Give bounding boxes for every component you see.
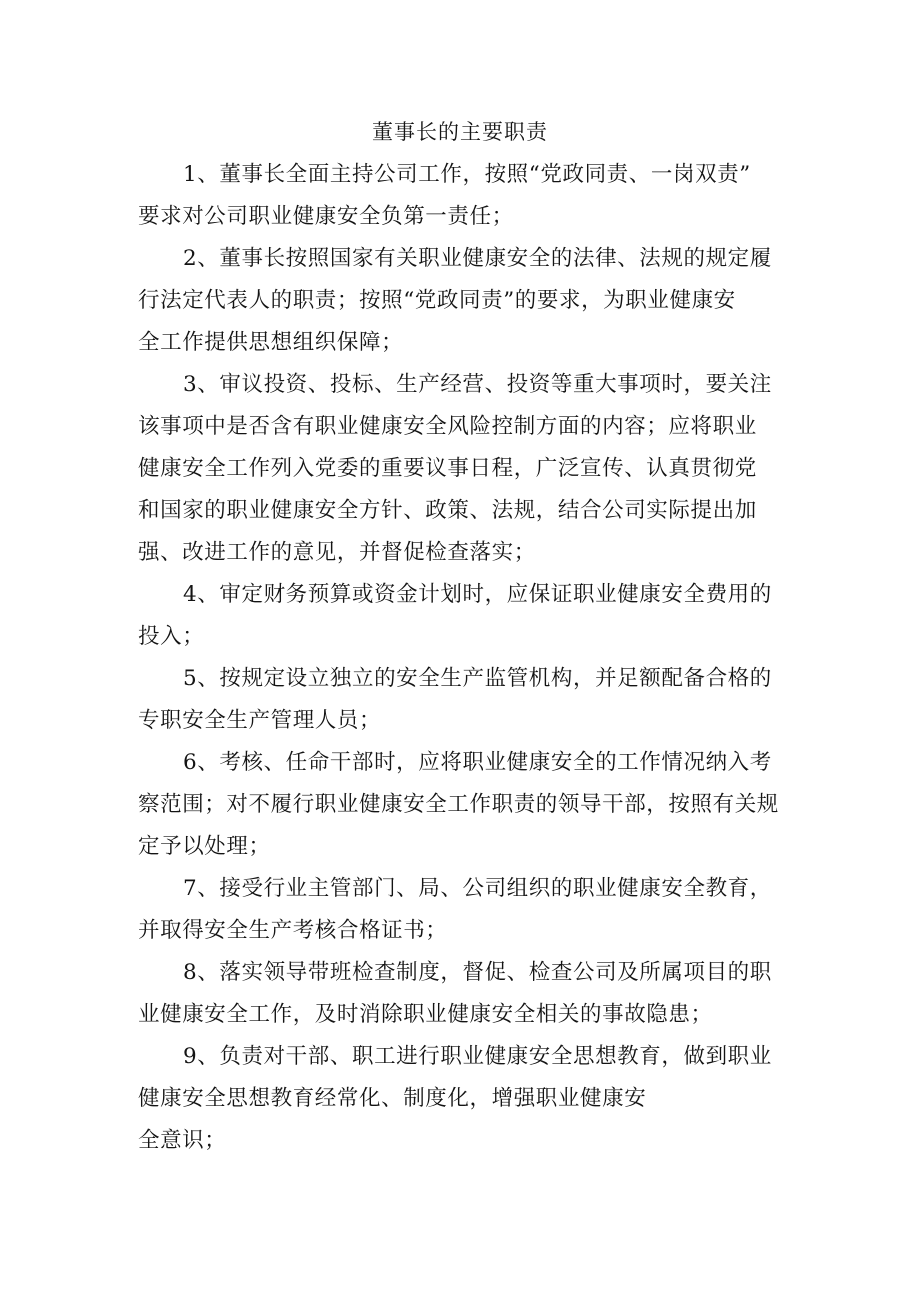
text-line: 定予以处理；: [138, 834, 271, 859]
text-line: 5、按规定设立独立的安全生产监管机构，并足额配备合格的: [183, 666, 772, 691]
text-line: 3、审议投资、投标、生产经营、投资等重大事项时，要关注: [183, 372, 772, 397]
text-line: 察范围；对不履行职业健康安全工作职责的领导干部，按照有关规: [138, 792, 779, 817]
text-line: 1、董事长全面主持公司工作，按照“党政同责、一岗双责”: [183, 162, 751, 187]
text-line: 8、落实领导带班检查制度，督促、检查公司及所属项目的职: [183, 960, 772, 985]
text-line: 并取得安全生产考核合格证书；: [138, 918, 448, 943]
text-line: 业健康安全工作，及时消除职业健康安全相关的事故隐患；: [138, 1002, 713, 1027]
text-line: 健康安全思想教育经常化、制度化，增强职业健康安: [138, 1086, 647, 1111]
text-line: 该事项中是否含有职业健康安全风险控制方面的内容；应将职业: [138, 414, 757, 439]
text-line: 9、负责对干部、职工进行职业健康安全思想教育，做到职业: [183, 1044, 772, 1069]
text-line: 健康安全工作列入党委的重要议事日程，广泛宣传、认真贯彻党: [138, 456, 757, 481]
text-line: 2、董事长按照国家有关职业健康安全的法律、法规的规定履: [183, 246, 772, 271]
text-line: 投入；: [138, 624, 205, 649]
text-line: 行法定代表人的职责；按照“党政同责”的要求，为职业健康安: [138, 288, 736, 313]
text-line: 全工作提供思想组织保障；: [138, 330, 404, 355]
text-line: 4、审定财务预算或资金计划时，应保证职业健康安全费用的: [183, 582, 772, 607]
text-line: 和国家的职业健康安全方针、政策、法规，结合公司实际提出加: [138, 498, 757, 523]
text-line: 6、考核、任命干部时，应将职业健康安全的工作情况纳入考: [183, 750, 772, 775]
text-line: 全意识；: [138, 1128, 227, 1153]
text-line: 要求对公司职业健康安全负第一责任；: [138, 204, 514, 229]
text-line: 7、接受行业主管部门、局、公司组织的职业健康安全教育，: [183, 876, 772, 901]
text-line: 强、改进工作的意见，并督促检查落实；: [138, 540, 536, 565]
text-line: 专职安全生产管理人员；: [138, 708, 382, 733]
document-title: 董事长的主要职责: [372, 120, 548, 144]
